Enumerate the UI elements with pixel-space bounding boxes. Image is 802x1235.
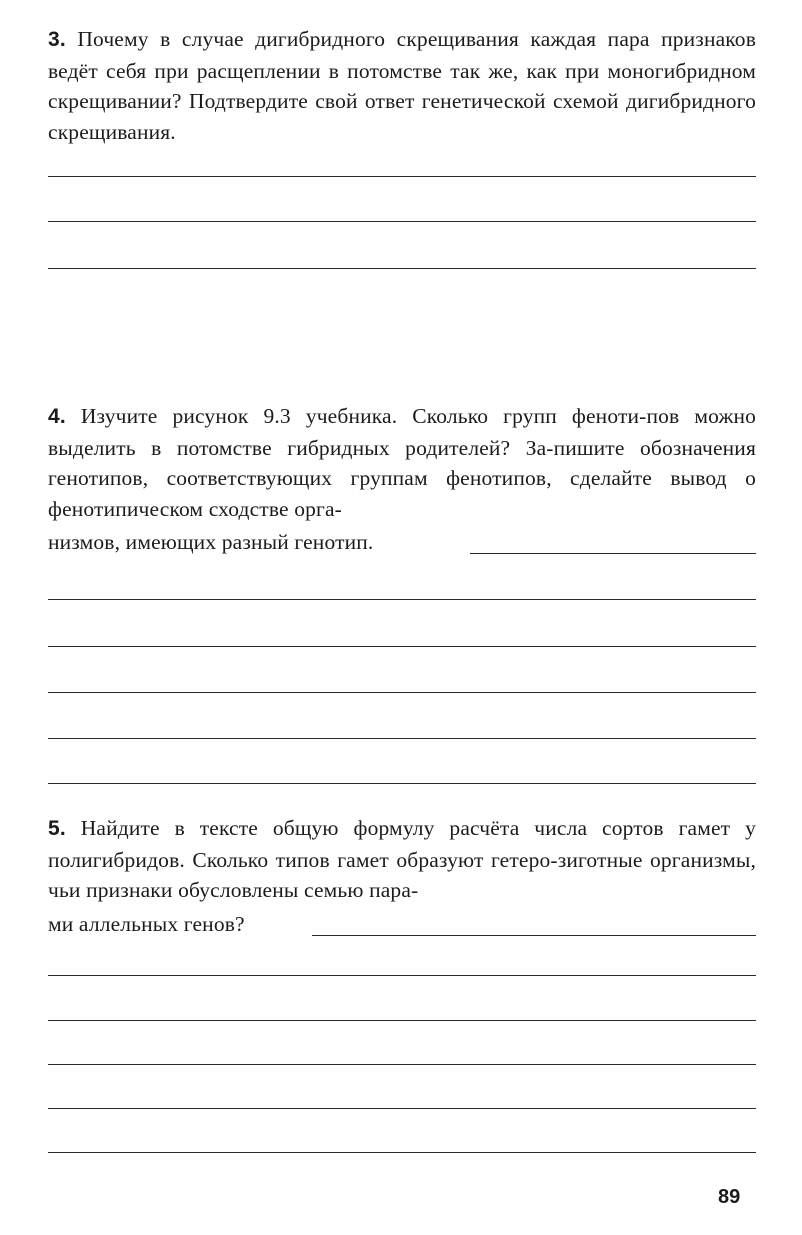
answer-line[interactable] — [48, 692, 756, 693]
answer-line[interactable] — [48, 1020, 756, 1021]
answer-line[interactable] — [48, 221, 756, 222]
task-4 — [48, 401, 756, 524]
answer-line[interactable] — [48, 783, 756, 784]
task-5-number: 5. — [48, 817, 66, 840]
task-4-number: 4. — [48, 405, 66, 428]
answer-line[interactable] — [470, 553, 756, 554]
task-3-text: Почему в случае дигибридного скрещивания каждая пара признаков ведёт себя при расщеплении в потомстве так же, как при моногибридном скрещивании? Подтвердите свой ответ генетической схемой дигибридного скрещивания. — [48, 27, 757, 144]
task-3 — [48, 24, 756, 147]
page-number: 89 — [718, 1186, 741, 1208]
answer-line[interactable] — [48, 1152, 756, 1153]
task-5 — [48, 813, 756, 906]
task-5-text: Найдите в тексте общую формулу расчёта числа сортов гамет у полигибридов. Сколько типов гамет образуют гетеро-зиготные организмы, чьи признаки обусловлены семью пара- — [48, 816, 756, 902]
answer-line[interactable] — [48, 646, 756, 647]
answer-line[interactable] — [48, 1108, 756, 1109]
answer-line[interactable] — [48, 975, 756, 976]
answer-line[interactable] — [48, 738, 756, 739]
task-4-text: Изучите рисунок 9.3 учебника. Сколько групп феноти-пов можно выделить в потомстве гибридных родителей? За-пишите обозначения генотипов, соответствующих группам фенотипов, сделайте вывод о фенотипическом сходстве орга- — [48, 404, 757, 521]
task-5-last-line: ми аллельных генов? — [48, 912, 245, 936]
answer-line[interactable] — [48, 1064, 756, 1065]
answer-line[interactable] — [312, 935, 756, 936]
answer-line[interactable] — [48, 268, 756, 269]
answer-line[interactable] — [48, 176, 756, 177]
task-4-last-line: низмов, имеющих разный генотип. — [48, 530, 374, 554]
task-3-number: 3. — [48, 28, 66, 51]
answer-line[interactable] — [48, 599, 756, 600]
